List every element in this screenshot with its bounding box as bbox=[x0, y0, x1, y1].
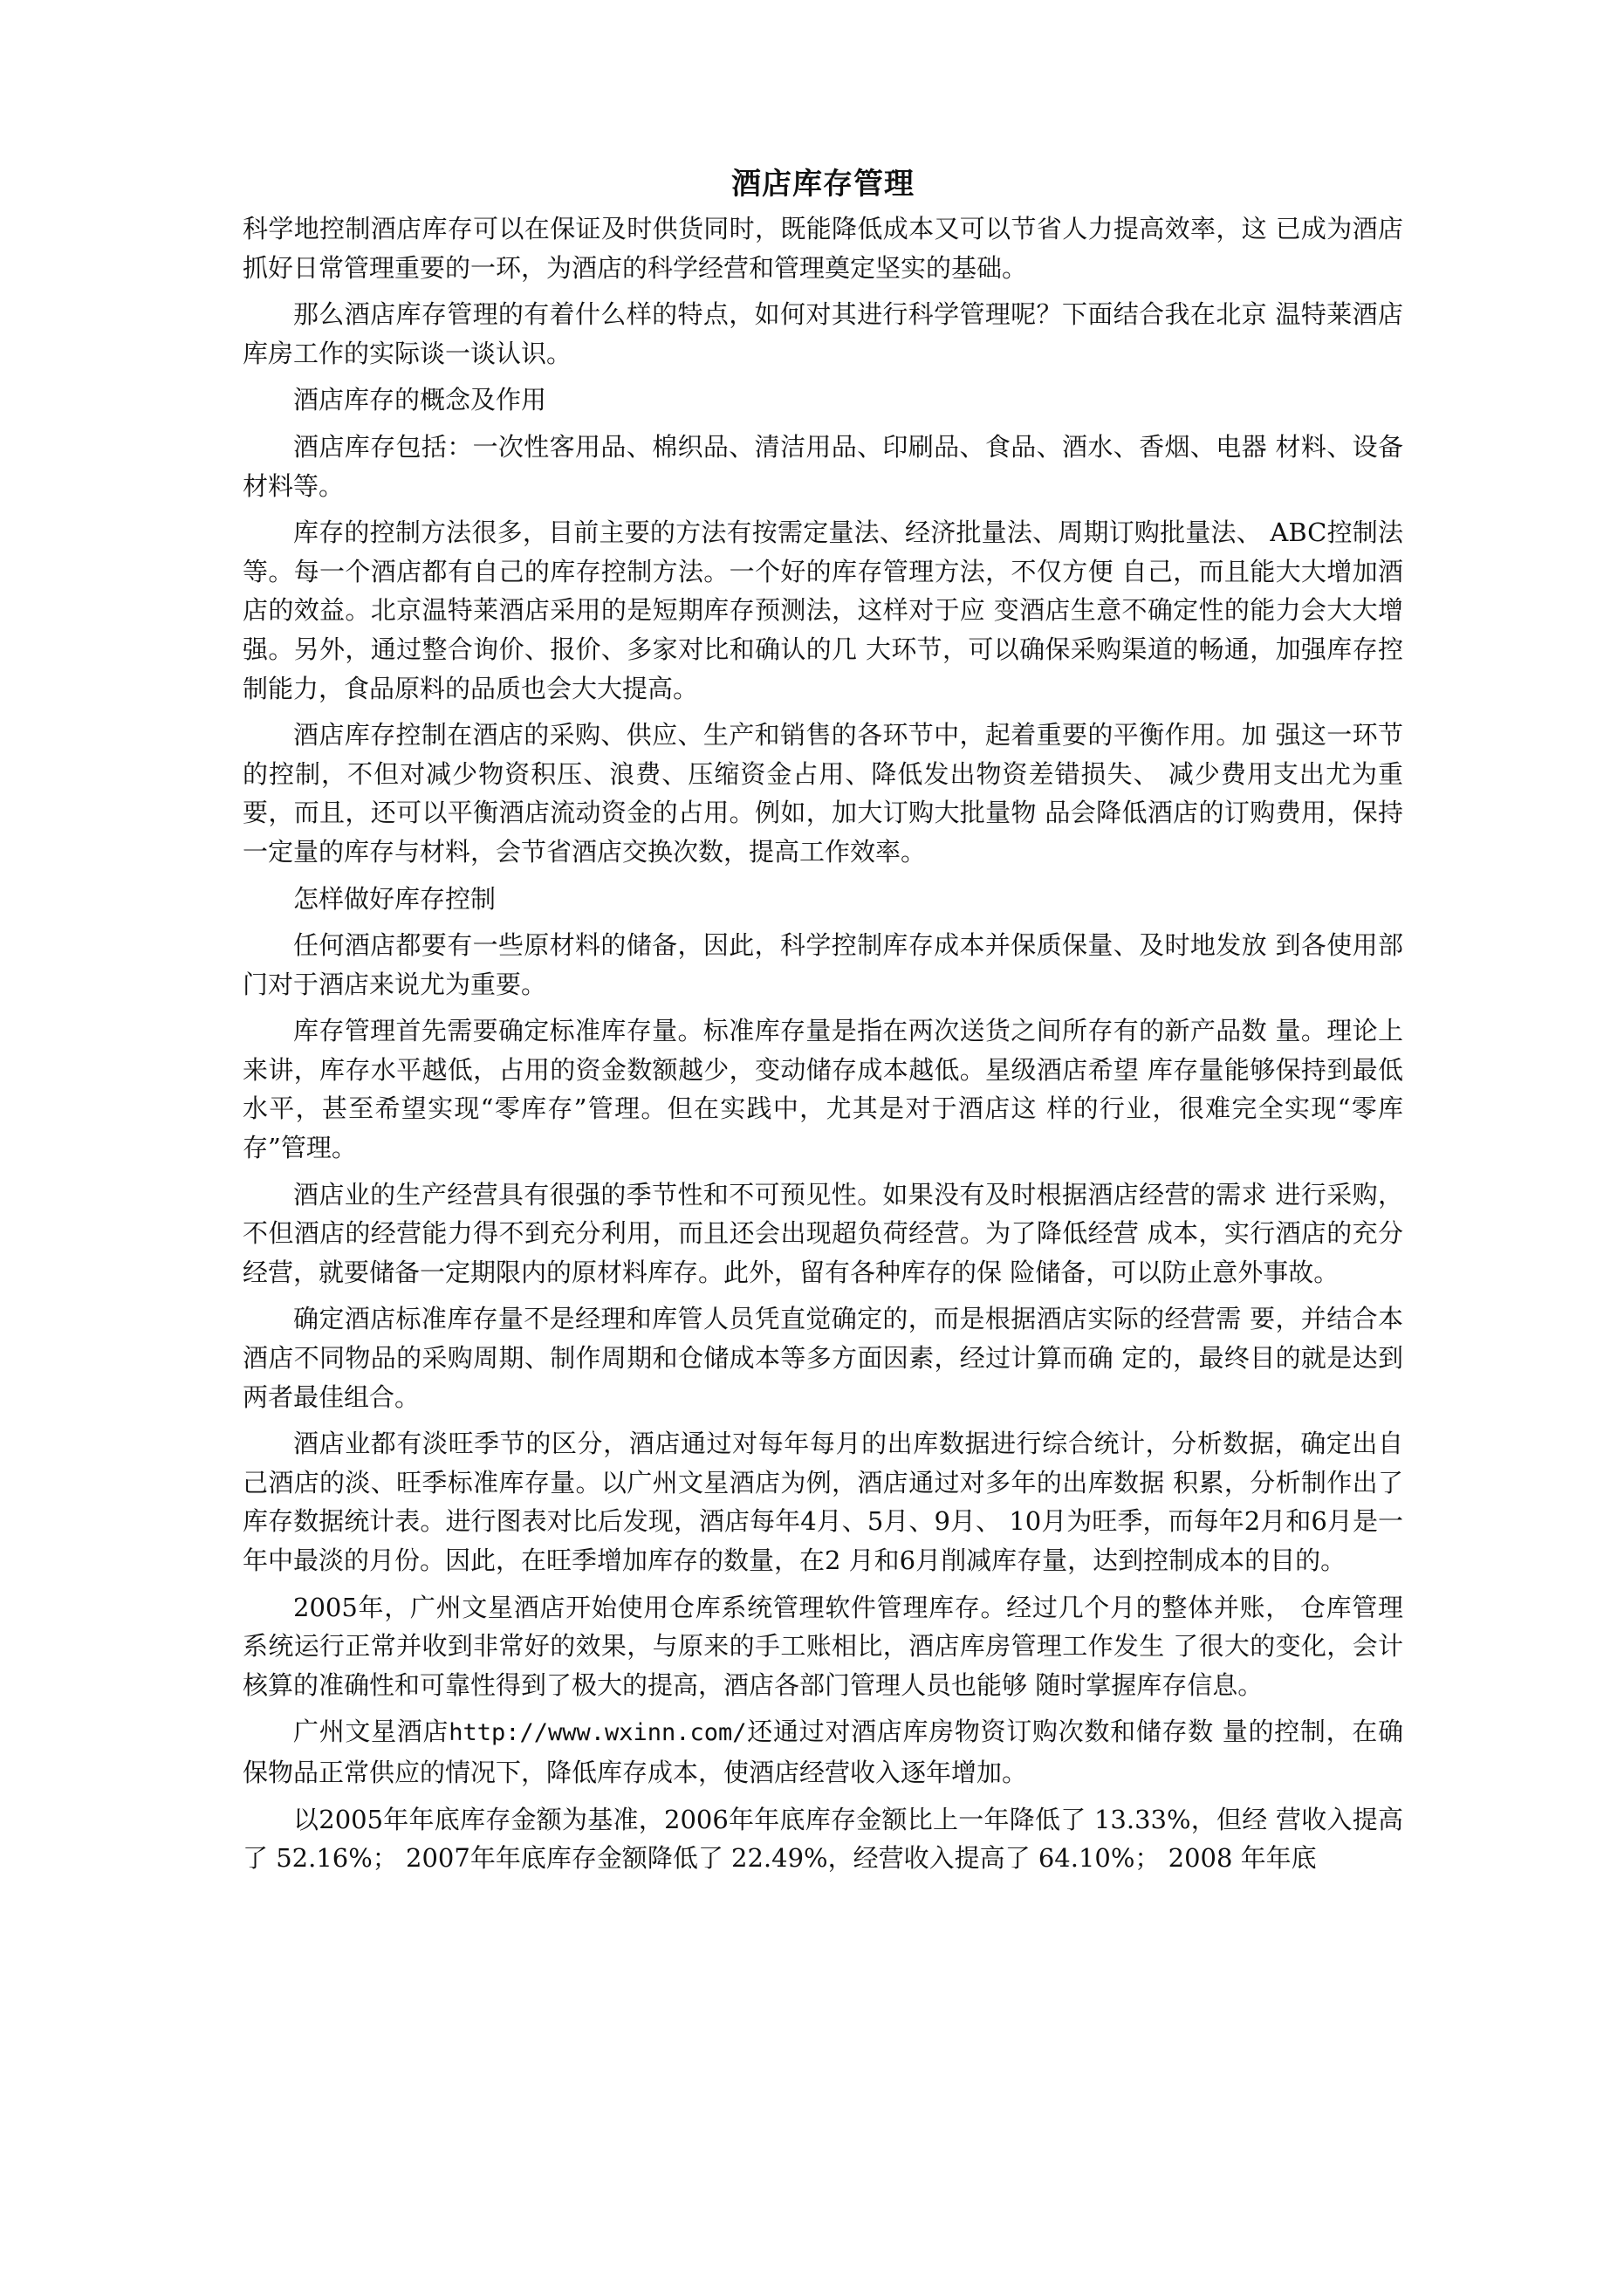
paragraph-12-lead: 广州文星酒店 bbox=[293, 1717, 449, 1747]
paragraph-8: 酒店业的生产经营具有很强的季节性和不可预见性。如果没有及时根据酒店经营的需求 进行采购，不但酒店的经营能力得不到充分利用，而且还会出现超负荷经营。为了降低经营 成本，实行酒店的充分经营，就要储备一定期限内的原材料库存。此外，留有各种库存的保 险储备，可以防止意外事故。 bbox=[243, 1179, 1403, 1287]
paragraph-5: 酒店库存控制在酒店的采购、供应、生产和销售的各环节中，起着重要的平衡作用。加 强这一环节的控制，不但对减少物资积压、浪费、压缩资金占用、降低发出物资差错损失、 减少费用支出尤为重要，而且，还可以平衡酒店流动资金的占用。例如，加大订购大批量物 品会降低酒店的订购费用，保持一定量的库存与材料，会节省酒店交换次数，提高工作效率。 bbox=[243, 720, 1403, 867]
paragraph-4: 库存的控制方法很多，目前主要的方法有按需定量法、经济批量法、周期订购批量法、 ABC控制法等。每一个酒店都有自己的库存控制方法。一个好的库存管理方法，不仅方便 自己，而且能大大增加酒店的效益。北京温特莱酒店采用的是短期库存预测法，这样对于应 变酒店生意不确定性的能力会大大增强。另外，通过整合询价、报价、多家对比和确认的几 大环节，可以确保采购渠道的畅通，加强库存控制能力，食品原料的品质也会大大提高。 bbox=[243, 517, 1403, 703]
paragraph-11: 2005年，广州文星酒店开始使用仓库系统管理软件管理库存。经过几个月的整体并账， 仓库管理系统运行正常并收到非常好的效果，与原来的手工账相比，酒店库房管理工作发生 了很大的变化，会计核算的准确性和可靠性得到了极大的提高，酒店各部门管理人员也能够 随时掌握库存信息。 bbox=[243, 1592, 1403, 1700]
document-page bbox=[243, 164, 1403, 1886]
section-heading-2: 怎样做好库存控制 bbox=[293, 883, 497, 914]
paragraph-12 bbox=[243, 1712, 1403, 1792]
paragraph-12-rest: 还通过对酒店库房物资订购次数和储存数 量的控制，在确保物品正常供应的情况下，降低库存成本，使酒店经营收入逐年增加。 bbox=[243, 1717, 1403, 1787]
paragraph-10: 酒店业都有淡旺季节的区分，酒店通过对每年每月的出库数据进行综合统计，分析数据，确定出自己酒店的淡、旺季标准库存量。以广州文星酒店为例，酒店通过对多年的出库数据 积累，分析制作出了库存数据统计表。进行图表对比后发现，酒店每年4月、5月、9月、 10月为旺季，而每年2月和6月是一年中最淡的月份。因此，在旺季增加库存的数量，在2 月和6月削减库存量，达到控制成本的目的。 bbox=[243, 1429, 1403, 1575]
paragraph-6: 任何酒店都要有一些原材料的储备，因此，科学控制库存成本并保质保量、及时地发放 到各使用部门对于酒店来说尤为重要。 bbox=[243, 930, 1403, 999]
paragraph-9: 确定酒店标准库存量不是经理和库管人员凭直觉确定的，而是根据酒店实际的经营需 要，并结合本酒店不同物品的采购周期、制作周期和仓储成本等多方面因素，经过计算而确 定的，最终目的就是达到两者最佳组合。 bbox=[243, 1304, 1403, 1412]
paragraph-3: 酒店库存包括：一次性客用品、棉织品、清洁用品、印刷品、食品、酒水、香烟、电器 材料、设备材料等。 bbox=[243, 431, 1403, 501]
paragraph-2: 那么酒店库存管理的有着什么样的特点，如何对其进行科学管理呢？下面结合我在北京 温特莱酒店库房工作的实际谈一谈认识。 bbox=[243, 299, 1403, 368]
paragraph-7: 库存管理首先需要确定标准库存量。标准库存量是指在两次送货之间所存有的新产品数 量。理论上来讲，库存水平越低，占用的资金数额越少，变动储存成本越低。星级酒店希望 库存量能够保持到最低水平，甚至希望实现“零库存”管理。但在实践中，尤其是对于酒店这 样的行业，很难完全实现“零库存”管理。 bbox=[243, 1016, 1403, 1163]
section-heading-1: 酒店库存的概念及作用 bbox=[293, 385, 547, 415]
document-title: 酒店库存管理 bbox=[731, 167, 915, 202]
paragraph-13: 以2005年年底库存金额为基准，2006年年底库存金额比上一年降低了 13.33%，但经 营收入提高了 52.16%； 2007年年底库存金额降低了 22.49%，经营收入提高了 64.10%； 2008 年年底 bbox=[243, 1804, 1403, 1874]
website-url: http://www.wxinn.com/ bbox=[449, 1719, 747, 1747]
paragraph-intro: 科学地控制酒店库存可以在保证及时供货同时，既能降低成本又可以节省人力提高效率，这 已成为酒店抓好日常管理重要的一环，为酒店的科学经营和管理奠定坚实的基础。 bbox=[243, 214, 1403, 283]
